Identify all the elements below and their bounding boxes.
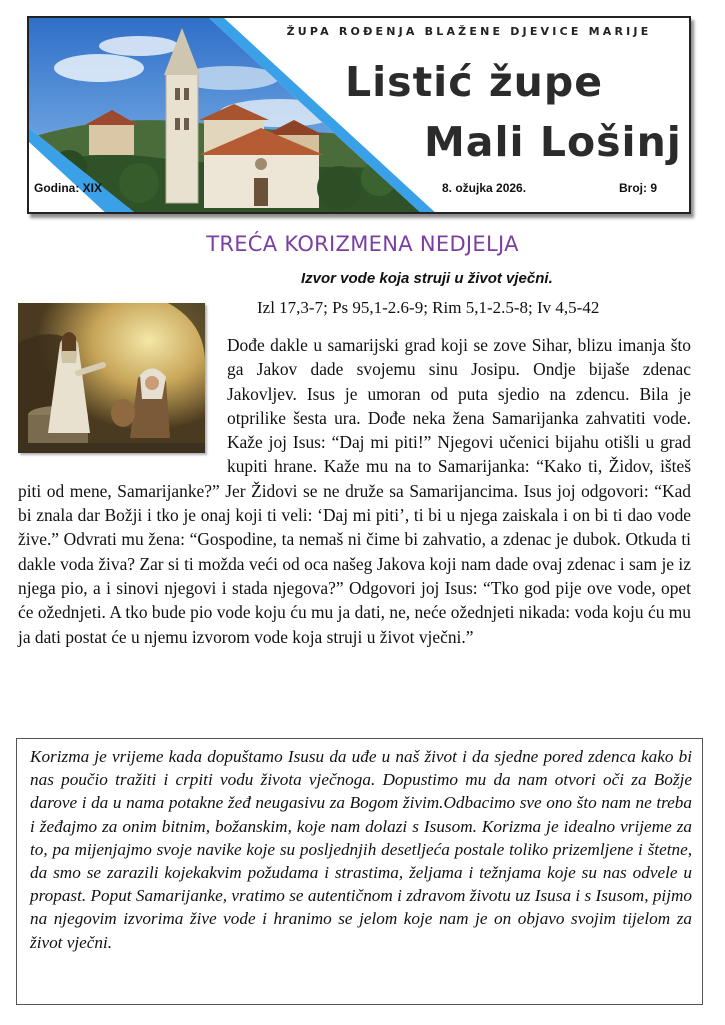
scripture-readings: Izl 17,3-7; Ps 95,1-2.6-9; Rim 5,1-2.5-8; Iv 4,5-42 (257, 298, 600, 317)
bulletin-title-line2: Mali Lošinj (424, 118, 682, 166)
year-label: Godina: XIX (34, 181, 103, 195)
issue-number: Broj: 9 (619, 181, 658, 195)
parish-name: ŽUPA ROĐENJA BLAŽENE DJEVICE MARIJE (286, 25, 652, 38)
masthead-banner (27, 16, 691, 214)
reflection-box (16, 738, 703, 1005)
bulletin-title-line1: Listić župe (345, 58, 604, 106)
sunday-title: TREĆA KORIZMENA NEDJELJA (206, 232, 519, 256)
town-church-photo (29, 18, 691, 214)
reflection-text: Korizma je vrijeme kada dopuštamo Isusu da uđe u naš život i da sjedne pored zdenca kako bi nas poučio tražiti i crpiti vodu života vječnoga. Dopustimo mu da nam otvori oči za Božje darove i da u nama potakne žeđ neugasivu za Bogom živim.Odbacimo sve ono što nam ne treba i žeđajmo za onim bitnim, božanskim, koje nam dolazi s Isusom. Korizma je idealno vrijeme za to, pa mijenjajmo svoje navike koje su posljednjih desetljeća postale toliko prizemljene i štetne, da smo se zarazili kojekakvim požudama i strastima, željama i težnjama koje su nas odvele u propast. Poput Samarijanke, vratimo se autentičnom i zdravom životu uz Isusa i s Isusom, pijmo na njegovim izvorima žive vode i hranimo se jelom koje nam je on objavo svojim tijelom za život vječni. (30, 747, 692, 952)
issue-date: 8. ožujka 2026. (442, 181, 527, 195)
gospel-subtitle: Izvor vode koja struji u život vječni. (301, 270, 553, 287)
image-wrap-space (18, 333, 227, 455)
gospel-text (18, 333, 691, 649)
gospel-body: Dođe dakle u samarijski grad koji se zove Sihar, blizu imanja što ga Jakov dade svojemu sinu Josipu. Ondje bijaše zdenac Jakovljev. Isus je umoran od puta sjedio na zdencu. Bila je otprilike šesta ura. Dođe neka žena Samarijanka zahvatiti vode. Kaže joj Isus: “Daj mi piti!” Njegovi učenici bijahu otišli u grad kupiti hrane. Kaže mu na to Samarijanka: “Kako ti, Židov, išteš piti od mene, Samarijanke?” Jer Židovi se ne druže sa Samarijancima. Isus joj odgovori: “Kad bi znala dar Božji i tko je onaj koji ti veli: ‘Daj mi piti’, ti bi u njega zaiskala i on bi ti dao vode žive.” Odvrati mu žena: “Gospodine, ta nemaš ni čime bi zahvatio, a zdenac je dubok. Otkuda ti dakle voda živa? Zar si ti možda veći od oca našeg Jakova koji nam dade ovaj zdenac i sam je iz njega pio, a i sinovi njegovi i stada njegova?” Odgovori joj Isus: “Tko god pije ove vode, opet će ožednjeti. A tko bude pio vode koju ću mu ja dati, ne, neće ožednjeti nikada: voda koju ću mu ja dati postat će u njemu izvorom vode koja struji u život vječni.” (18, 335, 691, 647)
